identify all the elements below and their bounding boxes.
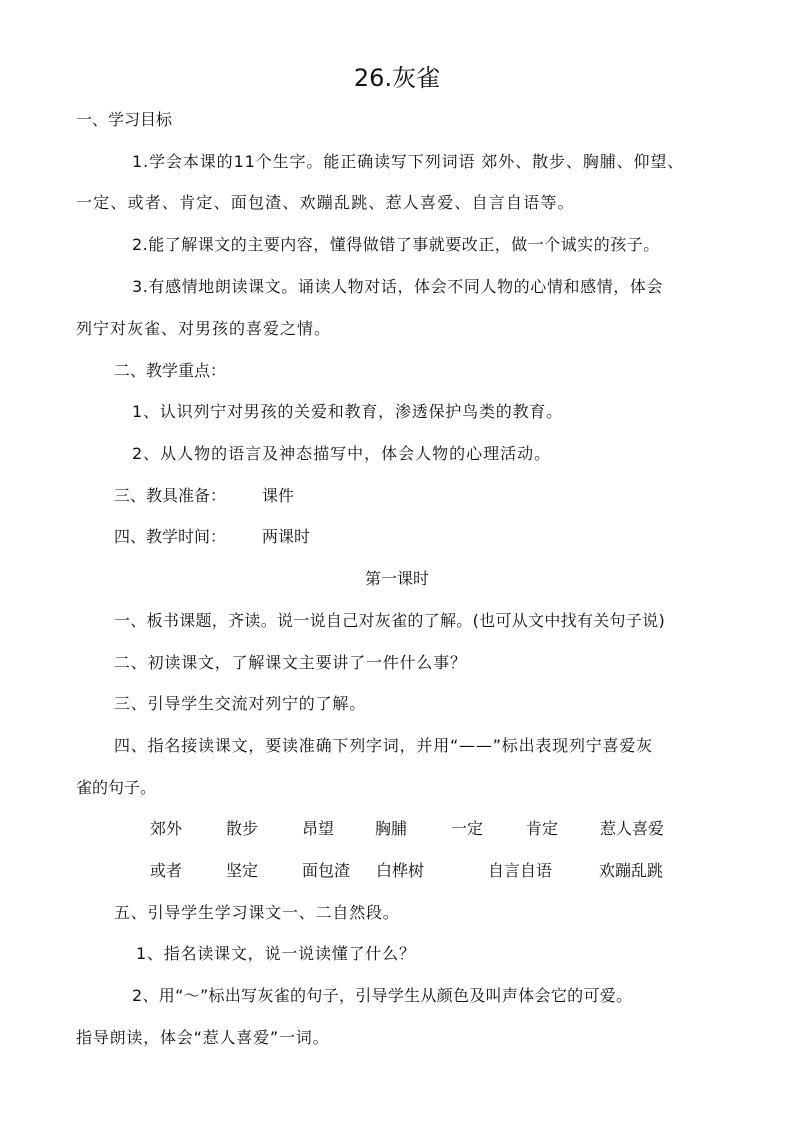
goal3-line2: 列宁对灰雀、对男孩的喜爱之情。 xyxy=(76,319,332,338)
section4-value: 两课时 xyxy=(262,527,311,546)
step-4-line2: 雀的句子。 xyxy=(76,778,157,797)
step-5: 五、引导学生学习课文一、二自然段。 xyxy=(114,903,400,922)
section1-heading: 一、学习目标 xyxy=(76,110,173,129)
step-1: 一、板书课题，齐读。说一说自己对灰雀的了解。(也可从文中找有关句子说) xyxy=(114,611,665,630)
step-5-2-line2: 指导朗读，体会“惹人喜爱”一词。 xyxy=(76,1028,330,1047)
goal2: 2.能了解课文的主要内容，懂得做错了事就要改正，做一个诚实的孩子。 xyxy=(132,235,660,254)
vocab-word: 面包渣 xyxy=(302,861,351,880)
section4-label: 四、教学时间： xyxy=(114,527,227,546)
point2: 2、从人物的语言及神态描写中，体会人物的心理活动。 xyxy=(132,444,552,463)
vocab-word: 一定 xyxy=(451,819,484,838)
section3-label: 三、教具准备： xyxy=(114,486,227,505)
vocab-word: 昂望 xyxy=(302,819,335,838)
goal1-line2: 一定、或者、肯定、面包渣、欢蹦乱跳、惹人喜爱、自言自语等。 xyxy=(76,193,575,212)
vocab-word: 自言自语 xyxy=(488,861,553,880)
goal1-line1: 1.学会本课的11个生字。能正确读写下列词语 郊外、散步、胸脯、仰望、 xyxy=(132,152,685,171)
vocab-word: 惹人喜爱 xyxy=(600,819,665,838)
vocab-word: 郊外 xyxy=(150,819,183,838)
step-3: 三、引导学生交流对列宁的了解。 xyxy=(114,694,367,713)
vocab-word: 肯定 xyxy=(526,819,559,838)
section3-value: 课件 xyxy=(262,486,295,505)
step-5-2-line1: 2、用“～”标出写灰雀的句子，引导学生从颜色及叫声体会它的可爱。 xyxy=(132,986,633,1005)
vocab-word: 散步 xyxy=(226,819,259,838)
step-2: 二、初读课文，了解课文主要讲了一件什么事？ xyxy=(114,653,467,672)
vocab-word: 胸脯 xyxy=(375,819,408,838)
step-5-1: 1、指名读课文，说一说读懂了什么？ xyxy=(136,944,416,963)
lesson-heading: 第一课时 xyxy=(364,569,429,588)
vocab-word: 或者 xyxy=(150,861,183,880)
vocab-word: 欢蹦乱跳 xyxy=(599,861,664,880)
step-4-line1: 四、指名接读课文，要读准确下列字词，并用“——”标出表现列宁喜爱灰 xyxy=(114,736,653,755)
point1: 1、认识列宁对男孩的关爱和教育，渗透保护鸟类的教育。 xyxy=(132,402,563,421)
vocab-word: 坚定 xyxy=(226,861,259,880)
section2-heading: 二、教学重点： xyxy=(114,361,227,380)
goal3-line1: 3.有感情地朗读课文。诵读人物对话，体会不同人物的心情和感情，体会 xyxy=(132,277,664,296)
page-title: 26.灰雀 xyxy=(353,64,441,92)
vocab-word: 白桦树 xyxy=(376,861,425,880)
